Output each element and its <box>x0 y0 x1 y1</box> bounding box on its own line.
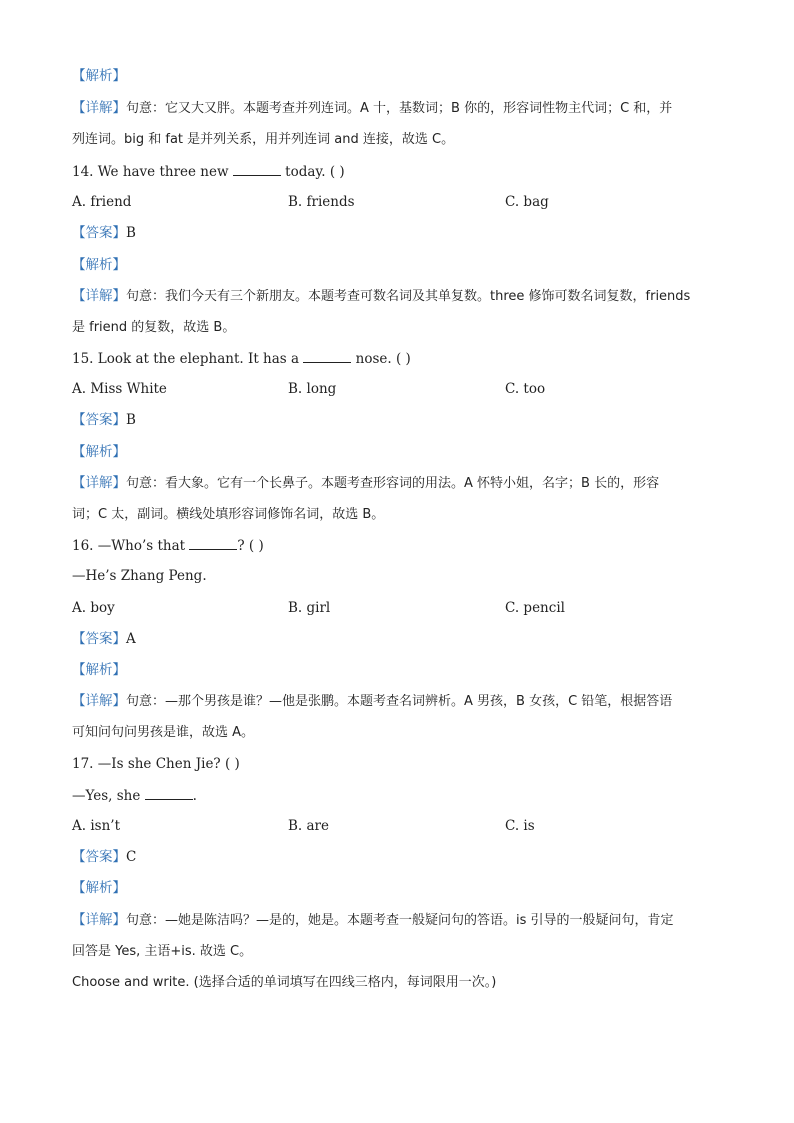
q13-detail-line2: 列连词。big 和 fat 是并列关系，用并列连词 and 连接，故选 C。 <box>72 132 455 147</box>
q14-detail-line1: 【详解】句意：我们今天有三个新朋友。本题考查可数名词及其单复数。three 修饰可数名词复数，friends <box>72 288 691 304</box>
q14-analysis-heading: 【解析】 <box>72 257 126 273</box>
section-instruction: Choose and write. (选择合适的单词填写在四线三格内，每词限用一次。) <box>72 975 497 990</box>
q15-detail-line2: 词；C 太，副词。横线处填形容词修饰名词，故选 B。 <box>72 507 385 522</box>
q17-option-b: B. are <box>288 818 329 834</box>
q17-analysis-heading: 【解析】 <box>72 880 126 896</box>
answer-blank <box>189 535 237 550</box>
q16-option-b: B. girl <box>288 600 331 616</box>
q13-analysis-heading <box>72 66 126 86</box>
q15-option-a: A. Miss White <box>72 381 167 397</box>
q15-option-c: C. too <box>505 381 546 397</box>
analysis-tag: 【解析】 <box>72 68 126 84</box>
q17-reply: —Yes, she . <box>72 785 197 806</box>
q15-stem: 15. Look at the elephant. It has a nose. ( ) <box>72 348 411 369</box>
q17-option-a: A. isn’t <box>72 818 120 834</box>
q14-option-a: A. friend <box>72 194 132 210</box>
q17-option-c: C. is <box>505 818 535 834</box>
q16-option-a: A. boy <box>72 600 115 616</box>
q13-detail-line1: 【详解】句意：它又大又胖。本题考查并列连词。A 十，基数词；B 你的，形容词性物主代词；C 和，并 <box>72 100 673 116</box>
detail-tag: 【详解】 <box>72 100 126 116</box>
q16-reply: —He’s Zhang Peng. <box>72 568 207 584</box>
q16-analysis-heading: 【解析】 <box>72 662 126 678</box>
q17-detail-line2: 回答是 Yes, 主语+is. 故选 C。 <box>72 944 253 959</box>
q14-answer: 【答案】B <box>72 225 136 241</box>
q17-detail-line1: 【详解】句意：—她是陈洁吗？—是的，她是。本题考查一般疑问句的答语。is 引导的一般疑问句，肯定 <box>72 912 674 928</box>
answer-blank <box>145 785 193 800</box>
q17-stem: 17. —Is she Chen Jie? ( ) <box>72 756 240 772</box>
answer-blank <box>233 161 281 176</box>
q15-detail-line1: 【详解】句意：看大象。它有一个长鼻子。本题考查形容词的用法。A 怀特小姐，名字；B 长的，形容 <box>72 475 660 491</box>
q16-detail-line2: 可知问句问男孩是谁，故选 A。 <box>72 725 255 740</box>
answer-blank <box>303 348 351 363</box>
q16-answer: 【答案】A <box>72 631 136 647</box>
q16-option-c: C. pencil <box>505 600 565 616</box>
q14-detail-line2: 是 friend 的复数，故选 B。 <box>72 320 236 335</box>
q15-analysis-heading: 【解析】 <box>72 444 126 460</box>
q17-answer: 【答案】C <box>72 849 137 865</box>
q15-option-b: B. long <box>288 381 337 397</box>
q14-stem: 14. We have three new today. ( ) <box>72 161 345 182</box>
q16-detail-line1: 【详解】句意：—那个男孩是谁？—他是张鹏。本题考查名词辨析。A 男孩，B 女孩，C 铅笔，根据答语 <box>72 693 673 709</box>
q14-option-c: C. bag <box>505 194 549 210</box>
q16-stem: 16. —Who’s that ? ( ) <box>72 535 264 556</box>
q15-answer: 【答案】B <box>72 412 136 428</box>
q14-option-b: B. friends <box>288 194 355 210</box>
